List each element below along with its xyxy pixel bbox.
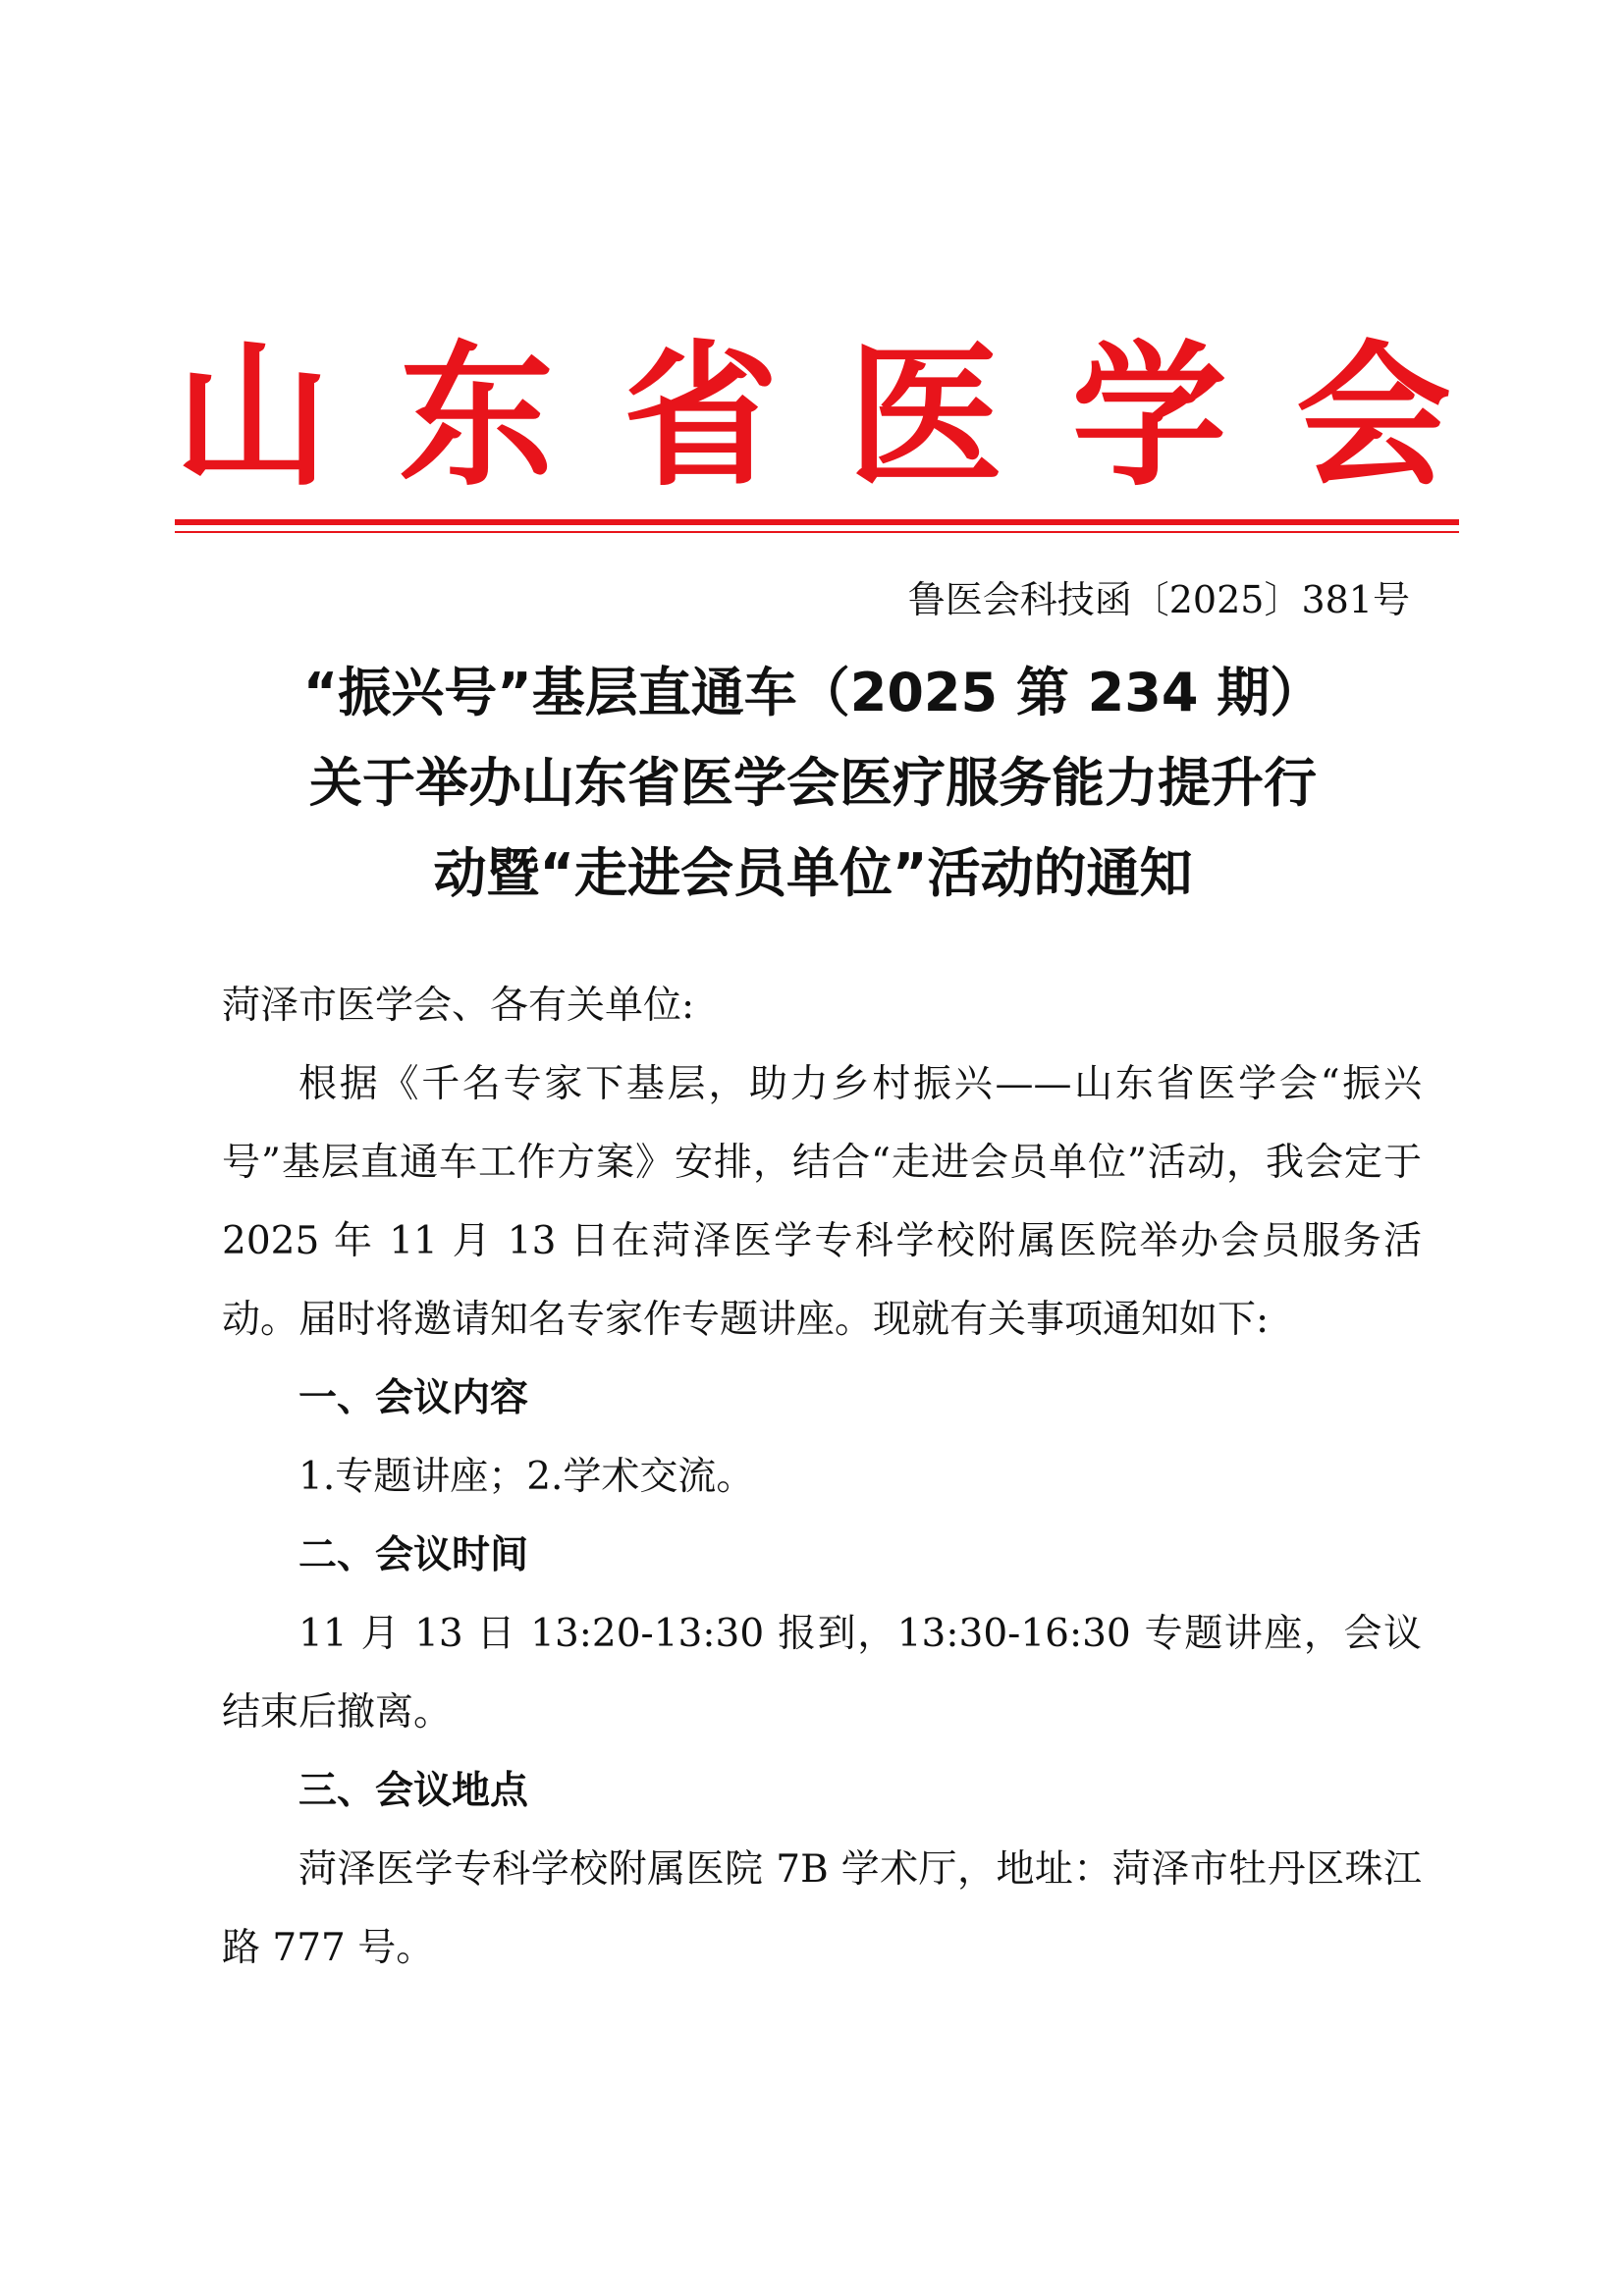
- section-heading-content: 一、会议内容: [298, 1376, 529, 1420]
- document-title: [175, 648, 1451, 919]
- section-location-text: 菏泽医学专科学校附属医院 7B 学术厅，地址：菏泽市牡丹区珠江路 777 号。: [222, 1847, 1422, 1970]
- salutation: 菏泽市医学会、各有关单位:: [222, 984, 695, 1028]
- masthead-char: 医: [847, 327, 1003, 507]
- title-line: 动暨“走进会员单位”活动的通知: [433, 842, 1193, 904]
- section-heading-time: 二、会议时间: [298, 1533, 529, 1577]
- section-time-text: 11 月 13 日 13:20-13:30 报到，13:30-16:30 专题讲座，会议结束后撤离。: [222, 1612, 1422, 1735]
- masthead-char: 会: [1295, 327, 1451, 507]
- section-heading-location: 三、会议地点: [298, 1769, 529, 1813]
- masthead-divider-thin: [175, 531, 1459, 533]
- masthead-title: [175, 324, 1451, 510]
- masthead-divider-thick: [175, 519, 1459, 525]
- document-body: [222, 967, 1422, 1988]
- masthead-char: 学: [1071, 327, 1227, 507]
- masthead-char: 省: [623, 327, 779, 507]
- section-content-text: 1.专题讲座；2.学术交流。: [298, 1455, 755, 1499]
- masthead-char: 东: [399, 327, 555, 507]
- masthead-char: 山: [175, 327, 330, 507]
- title-line: 关于举办山东省医学会医疗服务能力提升行: [309, 752, 1317, 814]
- intro-paragraph: 根据《千名专家下基层，助力乡村振兴——山东省医学会“振兴号”基层直通车工作方案》安排，结合“走进会员单位”活动，我会定于 2025 年 11 月 13 日在菏泽医学专科学校附属医院举办会员服务活动。届时将邀请知名专家作专题讲座。现就有关事项通知如下:: [222, 1062, 1422, 1342]
- document-number: 鲁医会科技函〔2025〕381号: [907, 578, 1410, 621]
- title-line: “振兴号”基层直通车（2025 第 234 期）: [302, 662, 1324, 723]
